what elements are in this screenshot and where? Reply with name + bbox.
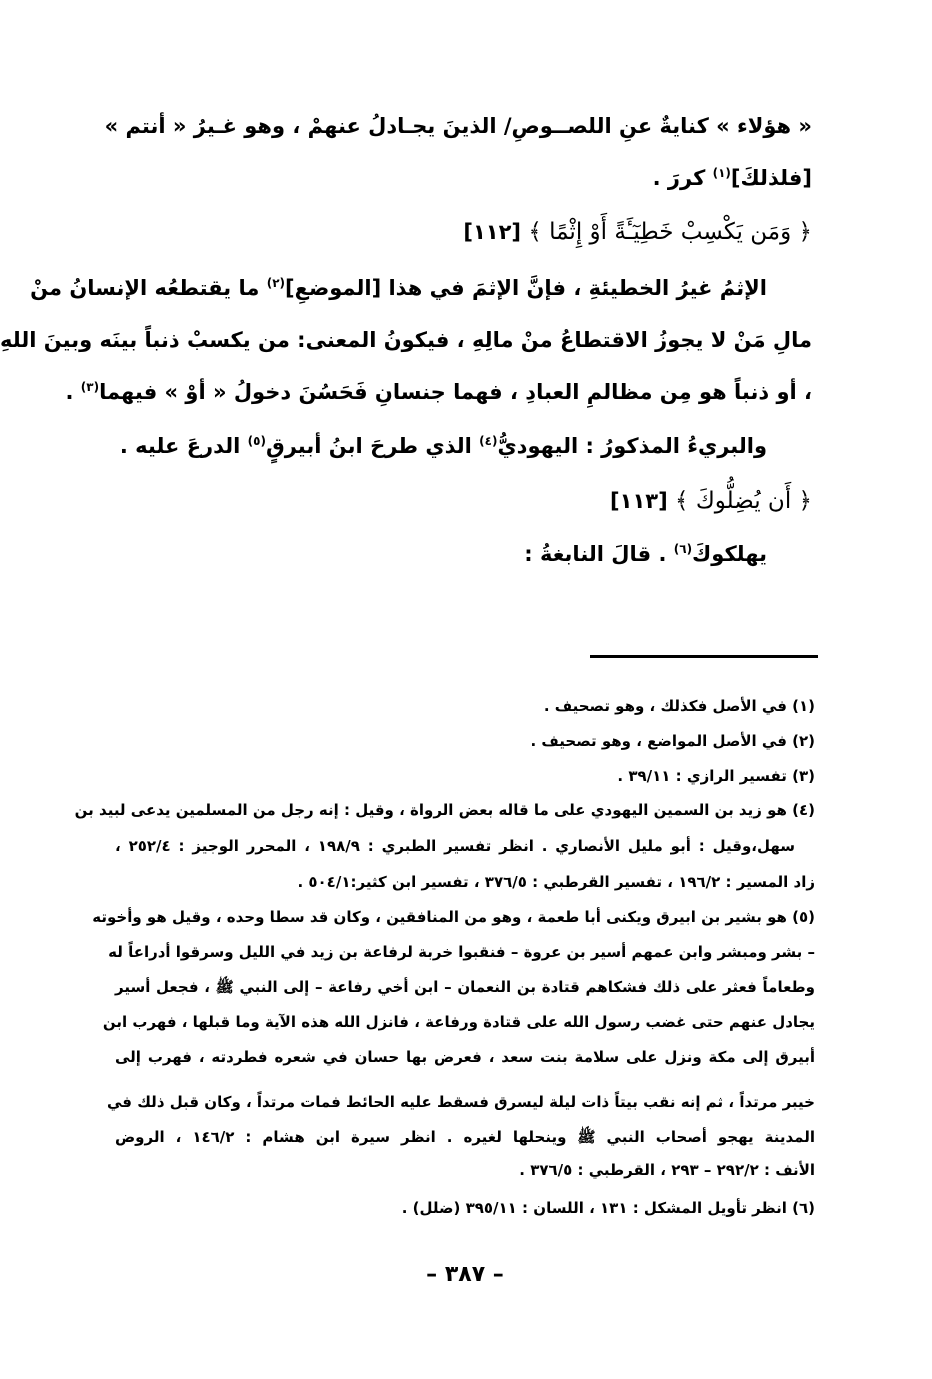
footnote-3: (٣) تفسير الرازي : ٣٩/١١ .	[617, 767, 815, 785]
page-number: – ٣٨٧ –	[426, 1262, 504, 1287]
footnote-ref-5: (٥)	[247, 434, 266, 448]
footnote-5-line-2: – بشر ومبشر وابن عمهم أسير بن عروة – فنقبوا خربة لرفاعة بن زيد في الليل وسرقوا أدراعاً له	[108, 943, 815, 961]
footnote-5-line-7: المدينة يهجو أصحاب النبي ﷺ وينحلها لغيره . انظر سيرة ابن هشام : ١٤٦/٢ ، الروض	[115, 1128, 815, 1146]
footnote-ref-2: (٢)	[266, 276, 285, 290]
quran-verse-113: ﴿ أَن يُضِلُّوكَ ﴾ [١١٣]	[610, 488, 812, 514]
footnote-6: (٦) انظر تأويل المشكل : ١٣١ ، اللسان : ٣٩٥/١١ (ضلل) .	[401, 1199, 815, 1217]
quran-verse-112: ﴿ وَمَن يَكْسِبْ خَطِيٓـَٔةً أَوْ إِثْمًا ﴾ [١١٢]	[463, 219, 812, 245]
footnote-ref-1: (١)	[712, 166, 731, 180]
footnote-ref-4: (٤)	[479, 434, 498, 448]
verse-number-113: [١١٣]	[610, 489, 668, 513]
footnote-ref-6: (٦)	[673, 542, 693, 556]
footnote-4-line-3: زاد المسير : ١٩٦/٢ ، تفسير القرطبي : ٣٧٦/٥ ، تفسير ابن كثير:٥٠٤/١ .	[297, 873, 815, 891]
footnote-ref-3: (٣)	[80, 380, 100, 394]
footnote-5-line-6: خيبر مرتداً ، ثم إنه نقب بيتاً ذات ليلة ليسرق فسقط عليه الحائط فمات مرتداً ، وكان قبل ذلك في	[107, 1093, 815, 1111]
main-text-line-1: « هؤلاء » كنايةٌ عنِ اللصــوصِ/ الذينَ يجـادلُ عنهمْ ، وهو غـيرُ « أنتم »	[104, 114, 812, 138]
footnote-separator	[590, 655, 818, 658]
main-text-line-6: ، أو ذنباً هو مِن مظالمِ العبادِ ، فهما جنسانِ فَحَسُنَ دخولُ « أوْ » فيهما$^{(٣)}$ .	[65, 380, 812, 404]
footnote-4-line-2: سهل،وقيل : أبو مليل الأنصاري . انظر تفسير الطبري : ١٩٨/٩ ، المحرر الوجيز : ٢٥٢/٤ ،	[115, 837, 796, 855]
footnote-4-line-1: (٤) هو زيد بن السمين اليهودي على ما قاله بعض الرواة ، وقيل : إنه رجل من المسلمين يدعى لبيد بن	[74, 801, 815, 819]
footnote-5-line-5: أبيرق إلى مكة ونزل على سلامة بنت سعد ، فعرض بها حسان في شعره فطردته ، فهرب إلى	[115, 1048, 815, 1066]
main-text-line-4: الإثمُ غيرُ الخطيئةِ ، فإنَّ الإثمَ في هذا [الموضعِ]$^{(٢)}$ ما يقتطعُه الإنسانُ منْ	[30, 276, 767, 300]
footnote-5-line-8: الأنف : ٢٩٢/٢ – ٢٩٣ ، القرطبي : ٣٧٦/٥ .	[519, 1161, 815, 1179]
main-text-line-5: مالِ مَنْ لا يجوزُ الاقتطاعُ منْ مالِهِ ، فيكونُ المعنى: من يكسبْ ذنباً بينَه وبينَ اللهِ	[0, 328, 812, 352]
footnote-5-line-4: يجادل عنهم حتى غضب رسول الله على قتادة ورفاعة ، فانزل الله هذه الآية وما قبلها ، فهرب ابن	[102, 1013, 815, 1031]
footnote-5-line-3: وطعاماً فعثر على ذلك فشكاهم قتادة بن النعمان – ابن أخي رفاعة – إلى النبي ﷺ ، فجعل أسير	[115, 978, 815, 996]
footnote-1: (١) في الأصل فكذلك ، وهو تصحيف .	[543, 697, 815, 715]
main-text-line-2: [فلذلكَ]$^{(١)}$ كررَ .	[652, 166, 812, 190]
footnote-5-line-1: (٥) هو بشير بن ابيرق ويكنى أبا طعمة ، وهو من المنافقين ، وكان قد سطا وحده ، وقيل هو وأخوته	[92, 908, 815, 926]
footnote-2: (٢) في الأصل المواضع ، وهو تصحيف .	[530, 732, 815, 750]
main-text-line-9: يهلكوكَ$^{(٦)}$ . قالَ النابغةُ :	[524, 542, 767, 566]
verse-number-112: [١١٢]	[463, 220, 522, 244]
main-text-line-7: والبريءُ المذكورُ : اليهوديُّ$^{(٤)}$ الذي طرحَ ابنُ أبيرقٍ$^{(٥)}$ الدرعَ عليه .	[119, 434, 767, 458]
